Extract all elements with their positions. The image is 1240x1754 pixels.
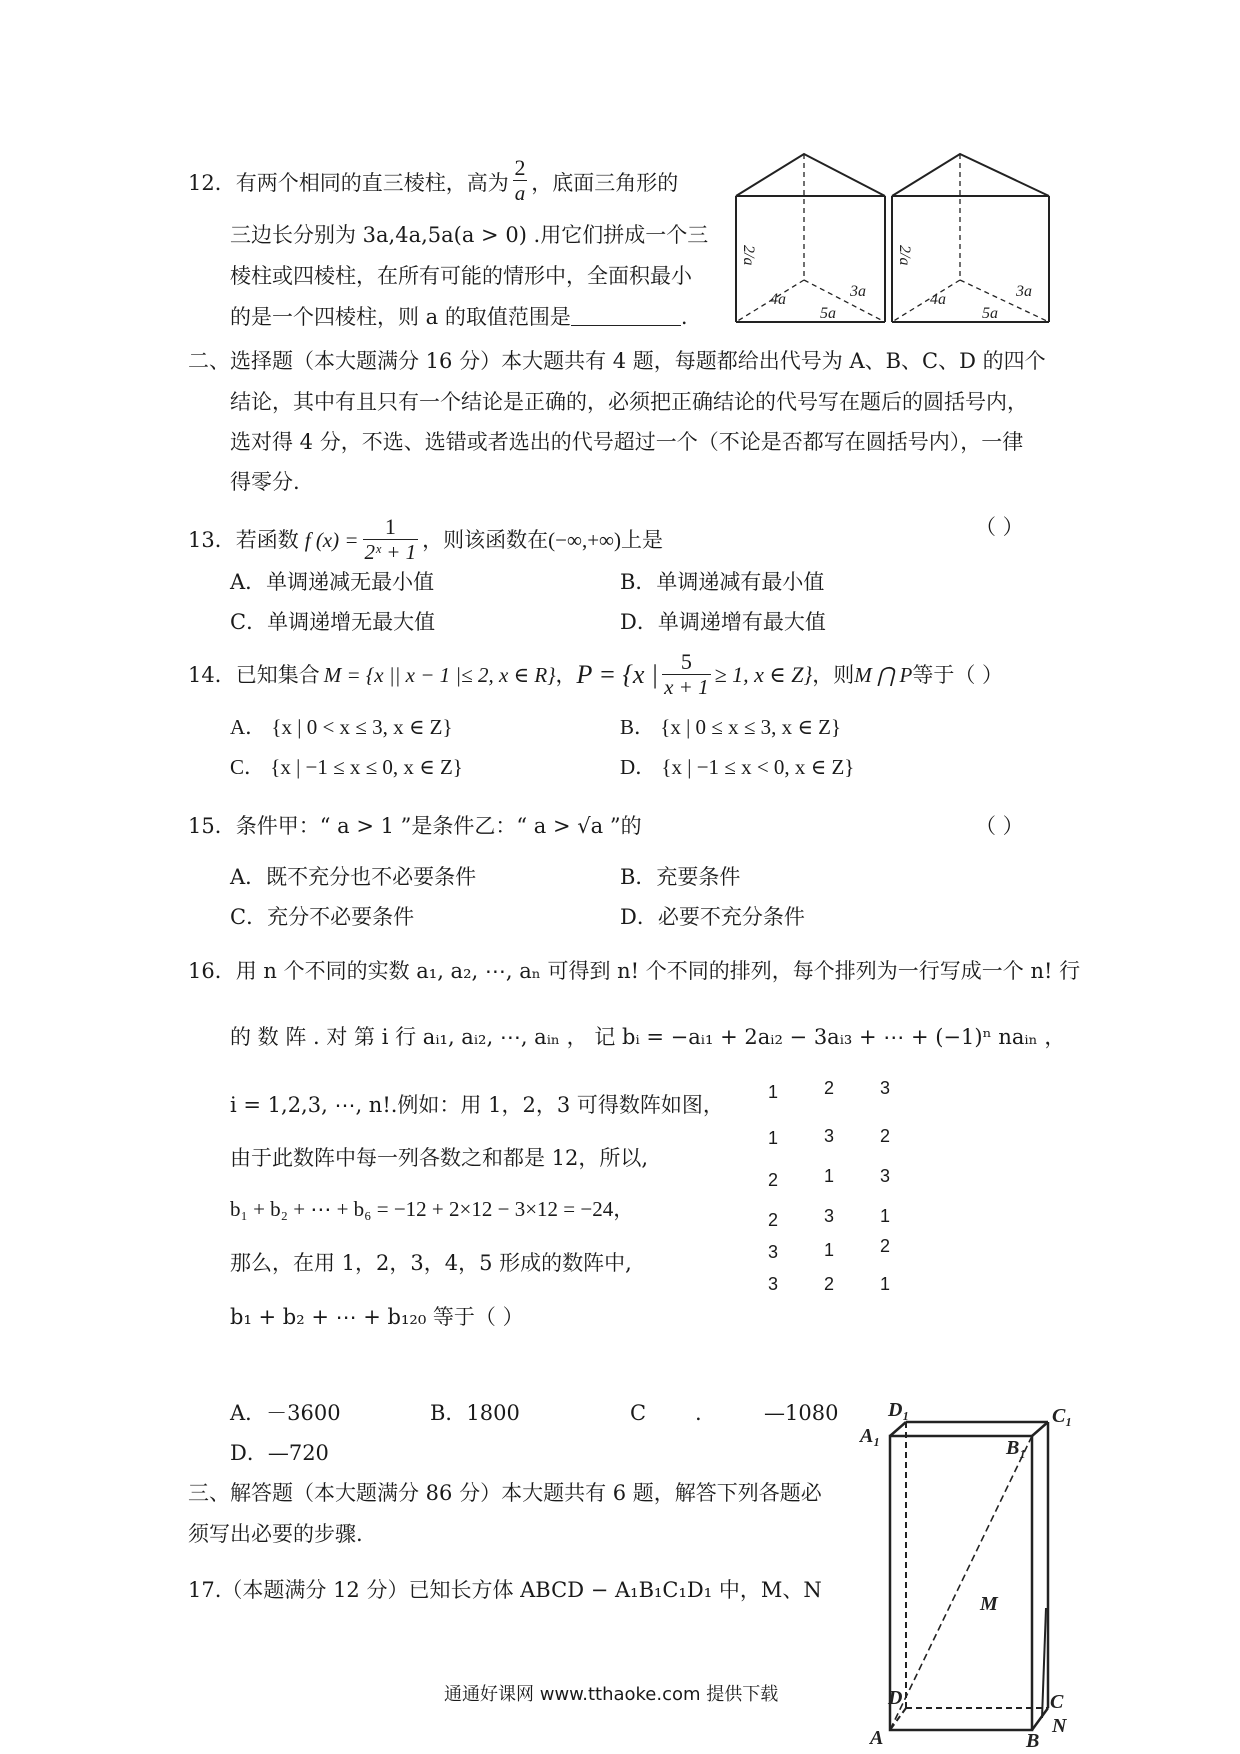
q13-option-b: B．单调递减有最小值 (620, 570, 825, 594)
section2-line1: 二、选择题（本大题满分 16 分）本大题共有 4 题，每题都给出代号为 A、B、C、D 的四个 (188, 349, 1046, 373)
q16-line3: i = 1,2,3, ⋯, n!.例如：用 1，2，3 可得数阵如图， (230, 1093, 724, 1117)
q14-fraction (662, 650, 711, 699)
answer-blank (571, 305, 681, 326)
q16-line7: b₁ + b₂ + ⋯ + b₁₂₀ 等于（ ） (230, 1305, 524, 1329)
q14-intersection: M ⋂ P (854, 662, 913, 687)
q13-fraction (363, 515, 419, 564)
q13-function: f (x) = (304, 527, 359, 552)
fraction-numerator: 2 (514, 155, 526, 180)
q14-option-b: B． {x | 0 ≤ x ≤ 3, x ∈ Z} (620, 715, 842, 739)
q15-answer-paren: （ ） (975, 814, 1024, 838)
section2-line4: 得零分. (230, 470, 300, 494)
prism2-height-label: 2/a (896, 245, 913, 266)
q15-text: 条件甲：“ a > 1 ”是条件乙：“ a > √a ”的 (235, 814, 642, 838)
matrix-cell: 2 (768, 1170, 779, 1190)
q16-line2: 的 数 阵 . 对 第 i 行 aᵢ₁, aᵢ₂, ⋯, aᵢₙ ， 记 bᵢ = −aᵢ₁ + 2aᵢ₂ − 3aᵢ₃ + ⋯ + (−1)ⁿ naᵢₙ ， (230, 1025, 1066, 1049)
matrix-cell: 2 (880, 1126, 891, 1146)
q12-text: . (680, 305, 688, 329)
matrix-cell: 3 (824, 1126, 835, 1146)
q14-number: 14． (188, 662, 236, 687)
fraction-numerator: 1 (384, 514, 396, 539)
matrix-cell: 2 (880, 1236, 891, 1256)
matrix-cell: 3 (880, 1166, 891, 1186)
q12-line4 (230, 302, 688, 332)
q14-set-p-start: P = {x | (576, 659, 659, 689)
q12-height-fraction (513, 156, 528, 205)
section3-line2: 须写出必要的步骤. (188, 1522, 363, 1546)
q16-option-c-value: —1080 (764, 1401, 839, 1425)
q15-number: 15． (188, 814, 236, 838)
q13-stem (188, 515, 663, 564)
matrix-cell: 3 (768, 1242, 779, 1262)
matrix-cell: 2 (768, 1210, 779, 1230)
q12-text: ，底面三角形的 (531, 171, 679, 195)
prism2-side-5a: 5a (982, 305, 998, 322)
page-footer: 通通好课网 www.tthaoke.com 提供下载 (444, 1684, 779, 1705)
fraction-denominator: a (514, 181, 526, 205)
q16-line5: b₁ + b₂ + ⋯ + b₆ = −12 + 2×12 − 3×12 = −24， (230, 1197, 635, 1221)
q13-interval: (−∞,+∞) (548, 527, 622, 552)
fraction-numerator: 5 (680, 649, 692, 674)
q14-option-c: C． {x | −1 ≤ x ≤ 0, x ∈ Z} (230, 755, 463, 779)
vertex-a-label: A (870, 1727, 884, 1748)
q12-text: 有两个相同的直三棱柱，高为 (235, 171, 509, 195)
q14-text: 已知集合 (235, 662, 320, 687)
fraction-denominator: 2ˣ + 1 (364, 540, 417, 564)
q13-option-d: D．单调递增有最大值 (620, 610, 826, 634)
q14-text: ， (555, 662, 577, 687)
matrix-cell: 1 (824, 1240, 835, 1260)
q16-option-b: B．1800 (430, 1401, 520, 1425)
matrix-cell: 3 (824, 1206, 835, 1226)
q16-line6: 那么，在用 1，2，3，4，5 形成的数阵中, (230, 1251, 632, 1275)
q13-text: 上是 (621, 527, 664, 552)
q13-text: 若函数 (235, 527, 299, 552)
vertex-d-label: D (888, 1687, 903, 1709)
q13-number: 13． (188, 527, 236, 552)
vertex-c-label: C (1050, 1691, 1064, 1713)
q13-answer-paren: （ ） (975, 515, 1024, 539)
section2-line3: 选对得 4 分，不选、选错或者选出的代号超过一个（不论是否都写在圆括号内），一律 (230, 430, 1024, 454)
matrix-cell: 2 (824, 1078, 835, 1098)
q16-option-d: D．—720 (230, 1441, 329, 1465)
q12-line1 (188, 155, 679, 209)
matrix-cell: 3 (768, 1274, 779, 1294)
vertex-a1-label: A₁ (860, 1425, 881, 1447)
q15-option-d: D．必要不充分条件 (620, 905, 805, 929)
point-n-label: N (1052, 1715, 1067, 1737)
q16-option-a: A．－3600 (230, 1401, 341, 1425)
q13-option-a: A．单调递减无最小值 (230, 570, 435, 594)
q14-set-p-end: ≥ 1, x ∈ Z} (714, 661, 813, 687)
matrix-cell: 2 (824, 1274, 835, 1294)
prism2-side-3a: 3a (1016, 283, 1032, 300)
prism1-side-5a: 5a (820, 305, 836, 322)
vertex-d1-label: D₁ (888, 1399, 910, 1421)
vertex-b1-label: B₁ (1006, 1437, 1027, 1459)
fraction-denominator: x + 1 (664, 675, 709, 699)
matrix-cell: 1 (880, 1274, 891, 1294)
section3-line1: 三、解答题（本大题满分 86 分）本大题共有 6 题，解答下列各题必 (188, 1481, 822, 1505)
q16-line1: 16．用 n 个不同的实数 a₁, a₂, ⋯, aₙ 可得到 n! 个不同的排列，每个排列为一行写成一个 n! 行 (188, 959, 1081, 983)
vertex-b-label: B (1026, 1730, 1040, 1748)
q12-text: 的是一个四棱柱，则 a 的取值范围是 (230, 305, 571, 329)
section2-line2: 结论，其中有且只有一个结论是正确的，必须把正确结论的代号写在题后的圆括号内， (230, 390, 1028, 414)
q17-stem: 17.（本题满分 12 分）已知长方体 ABCD − A₁B₁C₁D₁ 中，M、N (188, 1578, 822, 1602)
matrix-cell: 1 (824, 1166, 835, 1186)
q16-option-c-letter: C (630, 1401, 647, 1425)
matrix-cell: 1 (768, 1082, 779, 1102)
q14-text: ，则 (812, 662, 855, 687)
q16-option-c-dot: . (695, 1401, 702, 1425)
q14-option-a: A． {x | 0 < x ≤ 3, x ∈ Z} (230, 715, 453, 739)
q14-text: 等于（ ） (912, 662, 1004, 687)
prism1-height-label: 2/a (740, 245, 757, 266)
prism1-side-3a: 3a (850, 283, 866, 300)
point-m-label: M (980, 1593, 998, 1615)
q13-text: ，则该函数在 (422, 527, 549, 552)
matrix-cell: 1 (768, 1128, 779, 1148)
prism2-side-4a: 4a (930, 291, 946, 308)
q12-prisms-figure (734, 150, 1064, 328)
matrix-cell: 3 (880, 1078, 891, 1098)
q14-option-d: D． {x | −1 ≤ x < 0, x ∈ Z} (620, 755, 855, 779)
q12-line2: 三边长分别为 3a,4a,5a(a > 0) .用它们拼成一个三 (230, 223, 709, 247)
q12-line3: 棱柱或四棱柱，在所有可能的情形中，全面积最小 (230, 264, 692, 288)
q17-cuboid-figure (856, 1398, 1076, 1748)
q12-number: 12． (188, 171, 236, 195)
q16-line4: 由于此数阵中每一列各数之和都是 12，所以, (230, 1146, 649, 1170)
q15-stem (188, 811, 642, 841)
q15-option-c: C．充分不必要条件 (230, 905, 415, 929)
q14-set-m: M = {x || x − 1 |≤ 2, x ∈ R} (323, 662, 556, 687)
q13-option-c: C．单调递增无最大值 (230, 610, 436, 634)
prism1-side-4a: 4a (770, 291, 786, 308)
vertex-c1-label: C₁ (1052, 1405, 1073, 1427)
q15-option-b: B．充要条件 (620, 865, 741, 889)
matrix-cell: 1 (880, 1206, 891, 1226)
q14-stem (188, 650, 1003, 699)
q15-option-a: A．既不充分也不必要条件 (230, 865, 477, 889)
